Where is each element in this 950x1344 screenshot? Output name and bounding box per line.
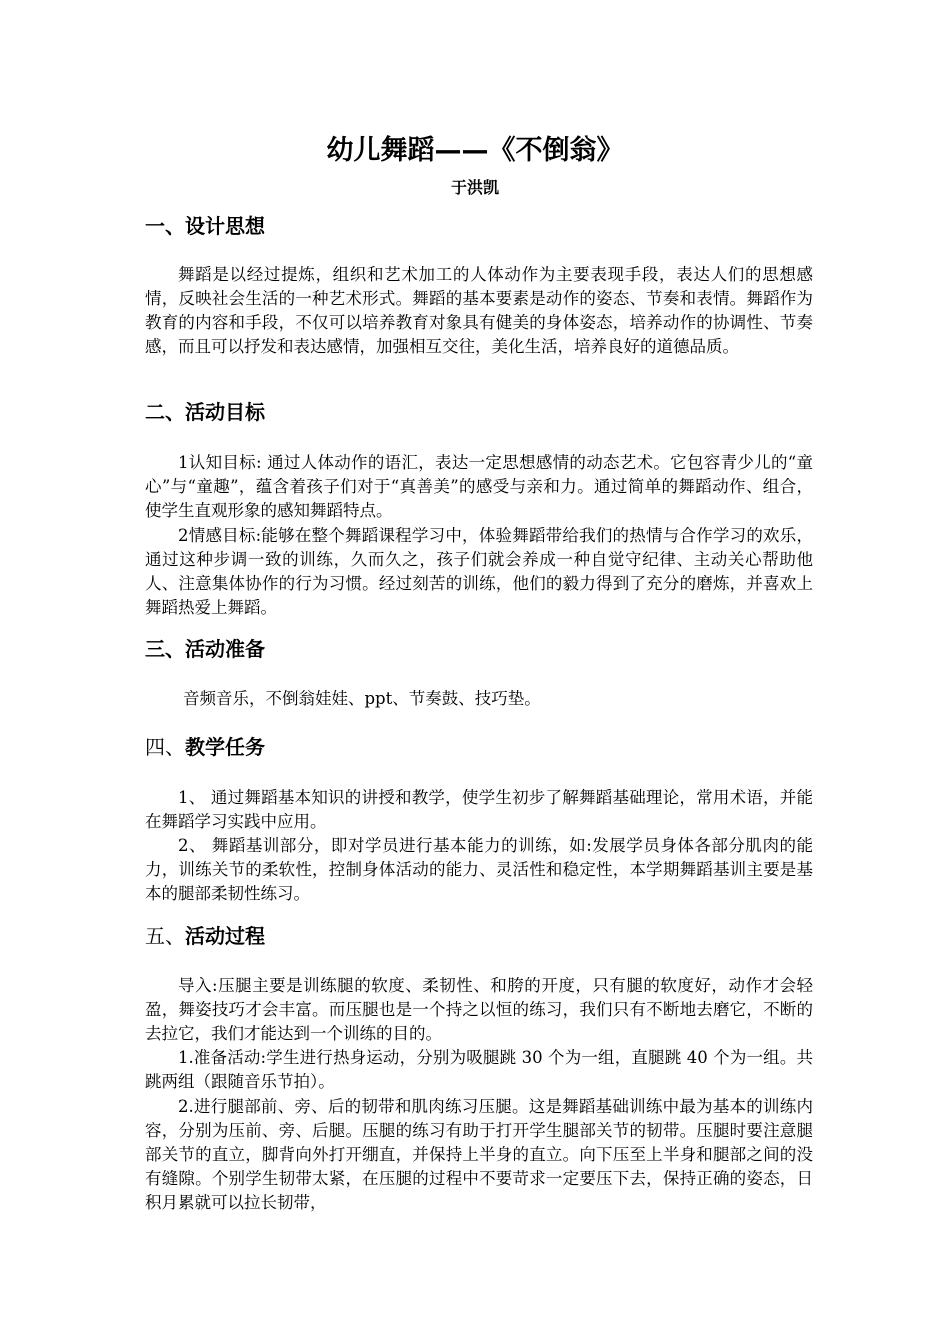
section-heading-process [145,921,825,951]
section-heading-goals: 二、活动目标 [145,400,265,424]
section-heading-design: 一、设计思想 [145,214,265,238]
section-heading-tasks [145,732,825,762]
section-paragraph: 1、 通过舞蹈基本知识的讲授和教学，使学生初步了解舞蹈基础理论，常用术语，并能在舞蹈学习实践中应用。 [145,788,813,831]
section-paragraph: 1.准备活动:学生进行热身运动，分别为吸腿跳 30 个为一组，直腿跳 40 个为一组。共跳两组（跟随音乐节拍）。 [145,1048,813,1091]
section-paragraph: 2情感目标:能够在整个舞蹈课程学习中，体验舞蹈带给我们的热情与合作学习的欢乐，通过这种步调一致的训练，久而久之，孩子们就会养成一种自觉守纪律、主动关心帮助他人、注意集体协作的行为习惯。经过刻苦的训练，他们的毅力得到了充分的磨炼，并喜欢上舞蹈热爱上舞蹈。 [145,526,813,617]
section-heading-preparation: 三、活动准备 [145,637,265,661]
heading-text: 活动过程 [185,924,265,948]
section-paragraph: 2、 舞蹈基训部分，即对学员进行基本能力的训练，如:发展学员身体各部分肌肉的能力，训练关节的柔软性，控制身体活动的能力、灵活性和稳定性，本学期舞蹈基训主要是基本的腿部柔韧性练习。 [145,836,813,903]
section-paragraph: 导入:压腿主要是训练腿的软度、柔韧性、和胯的开度，只有腿的软度好，动作才会轻盈，舞姿技巧才会丰富。而压腿也是一个持之以恒的练习，我们只有不断地去磨它，不断的去拉它，我们才能达到一个训练的目的。 [145,976,813,1043]
section-paragraph: 1认知目标: 通过人体动作的语汇，表达一定思想感情的动态艺术。它包容青少儿的“童心”与“童趣”，蕴含着孩子们对于“真善美”的感受与亲和力。通过简单的舞蹈动作、组合，使学生直观形象的感知舞蹈特点。 [145,453,813,520]
section-paragraph: 舞蹈是以经过提炼，组织和艺术加工的人体动作为主要表现手段，表达人们的思想感情，反映社会生活的一种艺术形式。舞蹈的基本要素是动作的姿态、节奏和表情。舞蹈作为教育的内容和手段，不仅可以培养教育对象具有健美的身体姿态，培养动作的协调性、节奏感，而且可以抒发和表达感情，加强相互交往，美化生活，培养良好的道德品质。 [145,265,813,356]
heading-number: 五、 [145,924,185,948]
heading-number: 四、 [145,735,185,759]
section-paragraph: 音频音乐，不倒翁娃娃、ppt、节奏鼓、技巧垫。 [183,689,541,708]
document-author: 于洪凯 [450,178,499,197]
section-paragraph: 2.进行腿部前、旁、后的韧带和肌肉练习压腿。这是舞蹈基础训练中最为基本的训练内容，分别为压前、旁、后腿。压腿的练习有助于打开学生腿部关节的韧带。压腿时要注意腿部关节的直立，脚背向外打开绷直，并保持上半身的直立。向下压至上半身和腿部之间的没有缝隙。个别学生韧带太紧，在压腿的过程中不要苛求一定要压下去，保持正确的姿态，日积月累就可以拉长韧带， [145,1097,813,1212]
heading-text: 教学任务 [185,735,265,759]
document-title: 幼儿舞蹈——《不倒翁》 [326,135,624,166]
